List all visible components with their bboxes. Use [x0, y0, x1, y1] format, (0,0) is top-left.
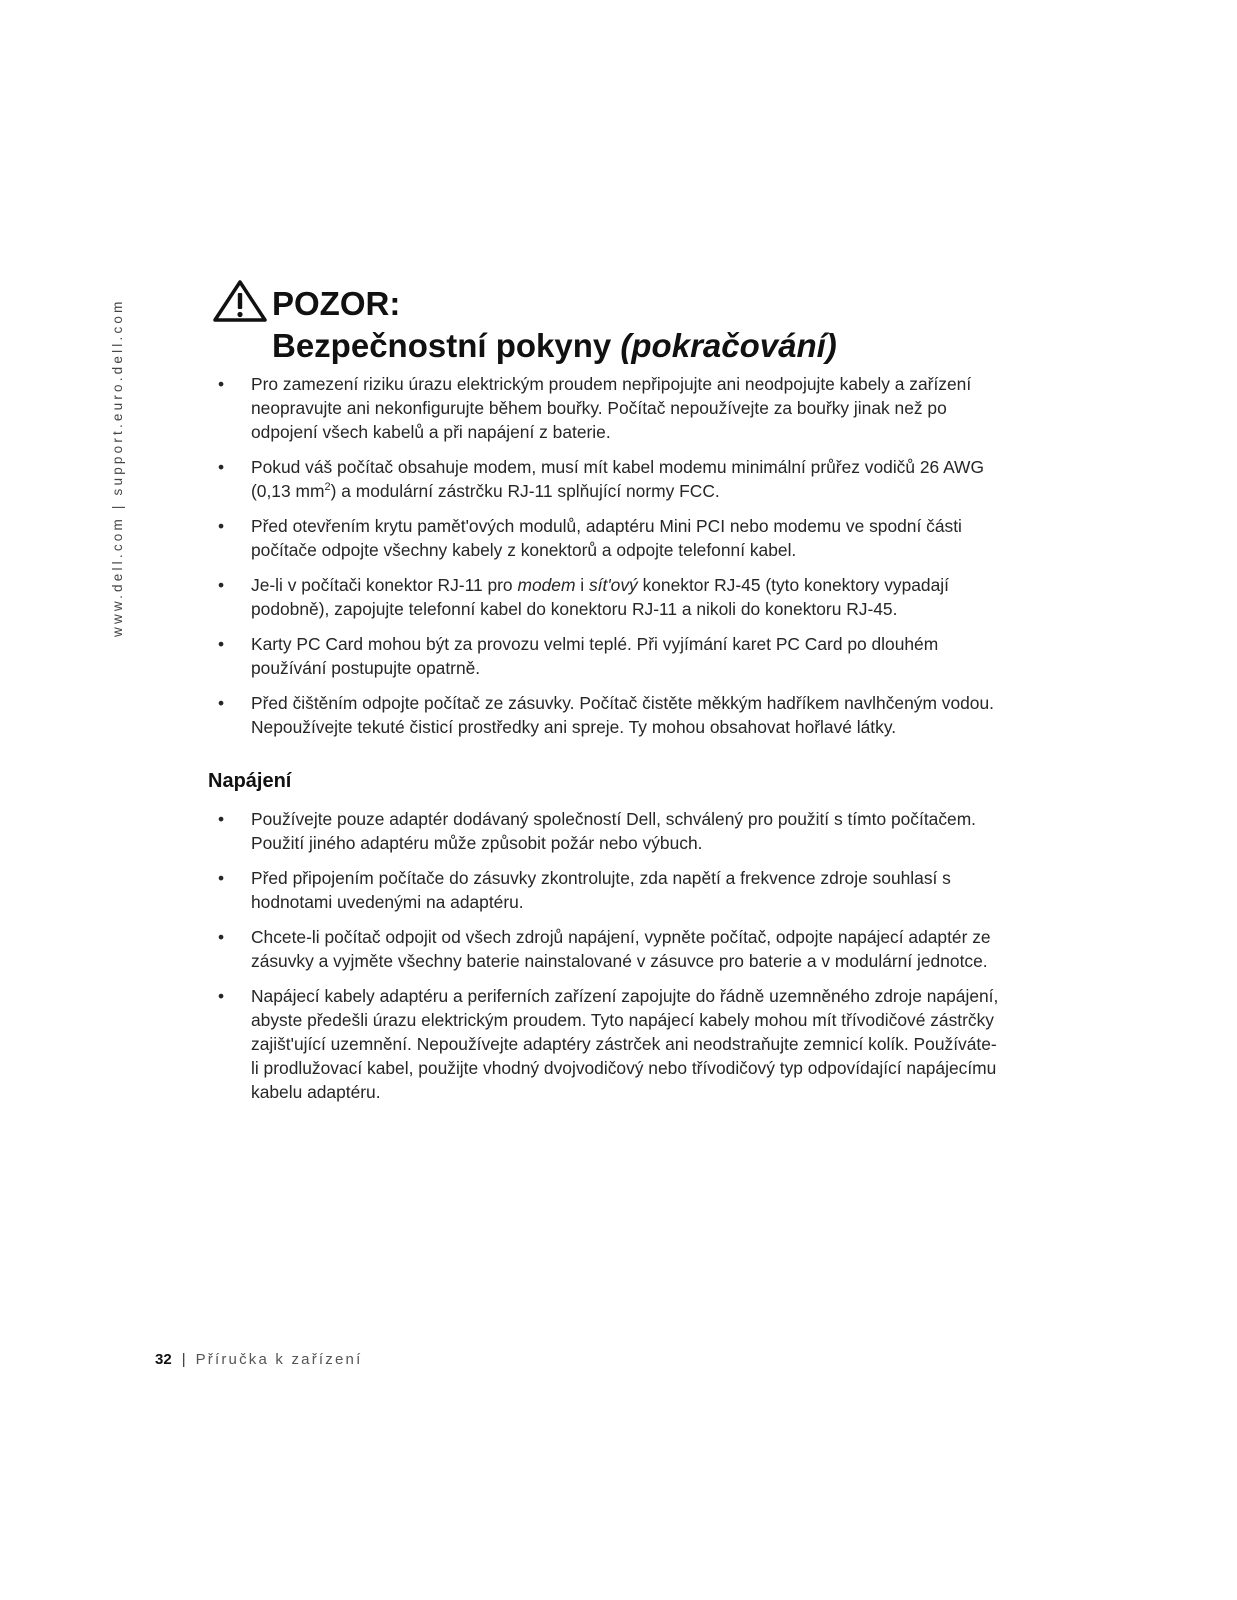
list-item-text: i — [575, 575, 589, 595]
page-footer — [155, 1348, 362, 1372]
bullet: • — [218, 927, 225, 947]
italic-term: sít'ový — [588, 575, 638, 595]
title-caution: POZOR: — [272, 285, 401, 322]
bullet: • — [218, 634, 225, 654]
list-item — [210, 807, 1000, 855]
title-subtitle-main: Bezpečnostní pokyny — [272, 327, 612, 364]
list-item-text: konektor RJ-45 (tyto konektory vypadají podobně), zapojujte telefonní kabel do konektoru RJ-11 a nikoli do konektoru RJ-45. — [251, 575, 949, 619]
page-title — [272, 283, 837, 367]
list-item-text: Před připojením počítače do zásuvky zkontrolujte, zda napětí a frekvence zdroje souhlasí s hodnotami uvedenými na adaptéru. — [251, 868, 951, 912]
italic-term: modem — [517, 575, 576, 595]
title-subtitle — [272, 327, 837, 364]
list-item — [210, 632, 1000, 680]
list-item — [210, 455, 1000, 503]
list-item-text: Pokud váš počítač obsahuje modem, musí mít kabel modemu minimální průřez vodičů 26 AWG (0,13 mm — [251, 457, 984, 501]
list-item-text: Pro zamezení riziku úrazu elektrickým proudem nepřipojujte ani neodpojujte kabely a zařízení neopravujte ani nekonfigurujte během bouřky. Počítač nepoužívejte za bouřky jinak než po odpojení všech kabelů a při napájení z baterie. — [251, 374, 972, 442]
bullet: • — [218, 374, 225, 394]
list-item — [210, 984, 1000, 1104]
list-item-text: Karty PC Card mohou být za provozu velmi teplé. Při vyjímání karet PC Card po dlouhém používání postupujte opatrně. — [251, 634, 939, 678]
list-item-text: Je-li v počítači konektor RJ-11 pro — [251, 575, 518, 595]
sidebar-url: www.dell.com | support.euro.dell.com — [110, 298, 125, 637]
bullet: • — [218, 868, 225, 888]
bullet: • — [218, 809, 225, 829]
bullet: • — [218, 986, 225, 1006]
list-item — [210, 573, 1000, 621]
footer-title: Příručka k zařízení — [195, 1351, 363, 1368]
bullet: • — [218, 575, 225, 595]
list-item-text: Před otevřením krytu pamět'ových modulů, adaptéru Mini PCI nebo modemu ve spodní části počítače odpojte všechny kabely z konektorů a odpojte telefonní kabel. — [251, 516, 962, 560]
bullet: • — [218, 457, 225, 477]
list-item-text: Napájecí kabely adaptéru a periferních zařízení zapojujte do řádně uzemněného zdroje napájení, abyste předešli úrazu elektrickým proudem. Tyto napájecí kabely mohou mít třívodičové zástrčky zajišt'ující uzemnění. Nepoužívejte adaptéry zástrček ani neodstraňujte zemnicí kolík. Používáte-li prodlužovací kabel, použijte vhodný dvojvodičový nebo třívodičový typ odpovídající napájecímu kabelu adaptéru. — [251, 986, 999, 1102]
warning-icon — [212, 279, 268, 323]
bullet: • — [218, 516, 225, 536]
footer-separator: | — [181, 1351, 186, 1368]
list-item-text: Před čištěním odpojte počítač ze zásuvky. Počítač čistěte měkkým hadříkem navlhčeným vodou. Nepoužívejte tekuté čisticí prostředky ani spreje. Ty mohou obsahovat hořlavé látky. — [251, 693, 994, 737]
title-subtitle-continued: (pokračování) — [620, 327, 837, 364]
power-list — [210, 807, 1000, 1115]
safety-list — [210, 372, 1000, 750]
list-item — [210, 866, 1000, 914]
list-item — [210, 514, 1000, 562]
list-item-text: ) a modulární zástrčku RJ-11 splňující normy FCC. — [330, 481, 720, 501]
section-heading-power: Napájení — [208, 770, 292, 792]
list-item-text: Používejte pouze adaptér dodávaný společností Dell, schválený pro použití s tímto počítačem. Použití jiného adaptéru může způsobit požár nebo výbuch. — [251, 809, 977, 853]
list-item-text: Chcete-li počítač odpojit od všech zdrojů napájení, vypněte počítač, odpojte napájecí adaptér ze zásuvky a vyjměte všechny baterie nainstalované v zásuvce pro baterie a v modulární jednotce. — [251, 927, 991, 971]
list-item — [210, 925, 1000, 973]
superscript: 2 — [324, 481, 331, 494]
list-item — [210, 372, 1000, 444]
page-number: 32 — [155, 1351, 172, 1368]
bullet: • — [218, 693, 225, 713]
list-item — [210, 691, 1000, 739]
